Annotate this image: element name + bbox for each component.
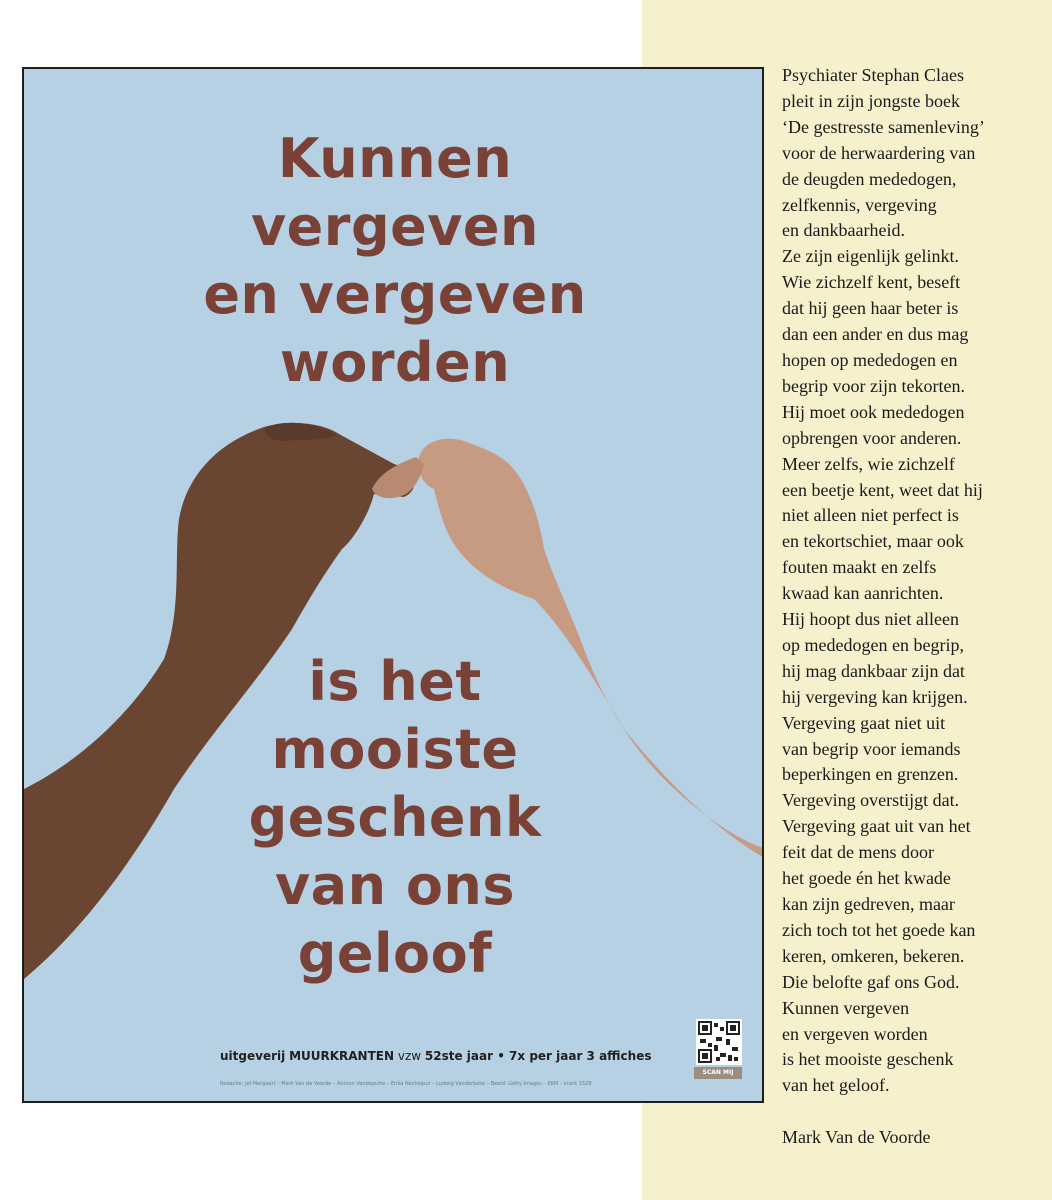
scan-me-badge[interactable]: SCAN MIJ — [694, 1067, 742, 1079]
headline-line: geschenk — [248, 786, 542, 849]
publisher-prefix: uitgeverij — [220, 1049, 286, 1063]
article-line: dan een ander en dus mag — [782, 324, 969, 345]
headline-line: worden — [279, 331, 511, 394]
poster-headline-bottom — [24, 648, 764, 988]
article-line: het goede én het kwade — [782, 868, 951, 889]
article-line: kwaad kan aanrichten. — [782, 583, 944, 604]
article-line: hij vergeving kan krijgen. — [782, 686, 968, 707]
article-line: Ze zijn eigenlijk gelinkt. — [782, 246, 959, 267]
publisher-name: MUURKRANTEN — [289, 1049, 395, 1063]
article-line: van het geloof. — [782, 1075, 890, 1096]
article-line: en tekortschiet, maar ook — [782, 531, 964, 552]
article-line: Meer zelfs, wie zichzelf — [782, 453, 955, 474]
article-line: Vergeving gaat uit van het — [782, 816, 971, 837]
headline-line: en vergeven — [203, 263, 587, 326]
article-line: feit dat de mens door — [782, 842, 934, 863]
article-line: opbrengen voor anderen. — [782, 427, 962, 448]
article-line: fouten maakt en zelfs — [782, 557, 937, 578]
article-line: keren, omkeren, bekeren. — [782, 945, 965, 966]
article-line: pleit in zijn jongste boek — [782, 90, 960, 111]
article-line: Kunnen vergeven — [782, 997, 910, 1018]
article-line: dat hij geen haar beter is — [782, 298, 959, 319]
article-line: begrip voor zijn tekorten. — [782, 375, 965, 396]
article-line: niet alleen niet perfect is — [782, 505, 959, 526]
poster — [22, 67, 764, 1103]
article-line: Wie zichzelf kent, beseft — [782, 272, 961, 293]
headline-line: vergeven — [250, 195, 539, 258]
publisher-suffix: vzw — [397, 1049, 422, 1063]
article-line: zich toch tot het goede kan — [782, 919, 976, 940]
headline-line: geloof — [297, 922, 493, 985]
article-line: Hij hoopt dus niet alleen — [782, 609, 959, 630]
publisher-details: 52ste jaar • 7x per jaar 3 affiches — [424, 1049, 652, 1063]
article-line: de deugden mededogen, — [782, 168, 957, 189]
headline-line: mooiste — [271, 718, 519, 781]
article-line: Vergeving gaat niet uit — [782, 712, 946, 733]
article-line: Hij moet ook mededogen — [782, 401, 965, 422]
article-line: hopen op mededogen en — [782, 349, 958, 370]
article-line: ‘De gestresste samenleving’ — [782, 116, 985, 137]
article-line: een beetje kent, weet dat hij — [782, 479, 983, 500]
headline-line: Kunnen — [277, 127, 513, 190]
headline-line: is het — [308, 650, 482, 713]
article-line: kan zijn gedreven, maar — [782, 894, 955, 914]
headline-line: van ons — [274, 854, 516, 917]
article-author: Mark Van de Voorde — [782, 1127, 931, 1147]
article-line: Psychiater Stephan Claes — [782, 65, 964, 85]
qr-code-icon[interactable] — [696, 1019, 742, 1065]
article-line: van begrip voor iemands — [782, 738, 961, 759]
publisher-line — [220, 1049, 652, 1063]
article-line: voor de herwaardering van — [782, 142, 976, 163]
article-line: Die belofte gaf ons God. — [782, 971, 960, 992]
poster-headline-top — [24, 125, 764, 397]
poster-credits: Redactie: Jef Mergaert – Mark Van de Voorde – Antoon Vandeputte – Erika Nechelput – Ludwig Vanderbeke – Beeld: Getty Images – EKM – krant 1529 — [220, 1081, 592, 1087]
article-line: zelfkennis, vergeving — [782, 194, 937, 215]
article-line: beperkingen en grenzen. — [782, 764, 959, 785]
article-line: is het mooiste geschenk — [782, 1049, 954, 1070]
article-line: en dankbaarheid. — [782, 220, 905, 241]
article-line: Vergeving overstijgt dat. — [782, 790, 960, 811]
article-text — [782, 63, 1044, 1099]
article-line: op mededogen en begrip, — [782, 634, 964, 655]
article-line: hij mag dankbaar zijn dat — [782, 660, 965, 681]
article-line: en vergeven worden — [782, 1023, 928, 1044]
